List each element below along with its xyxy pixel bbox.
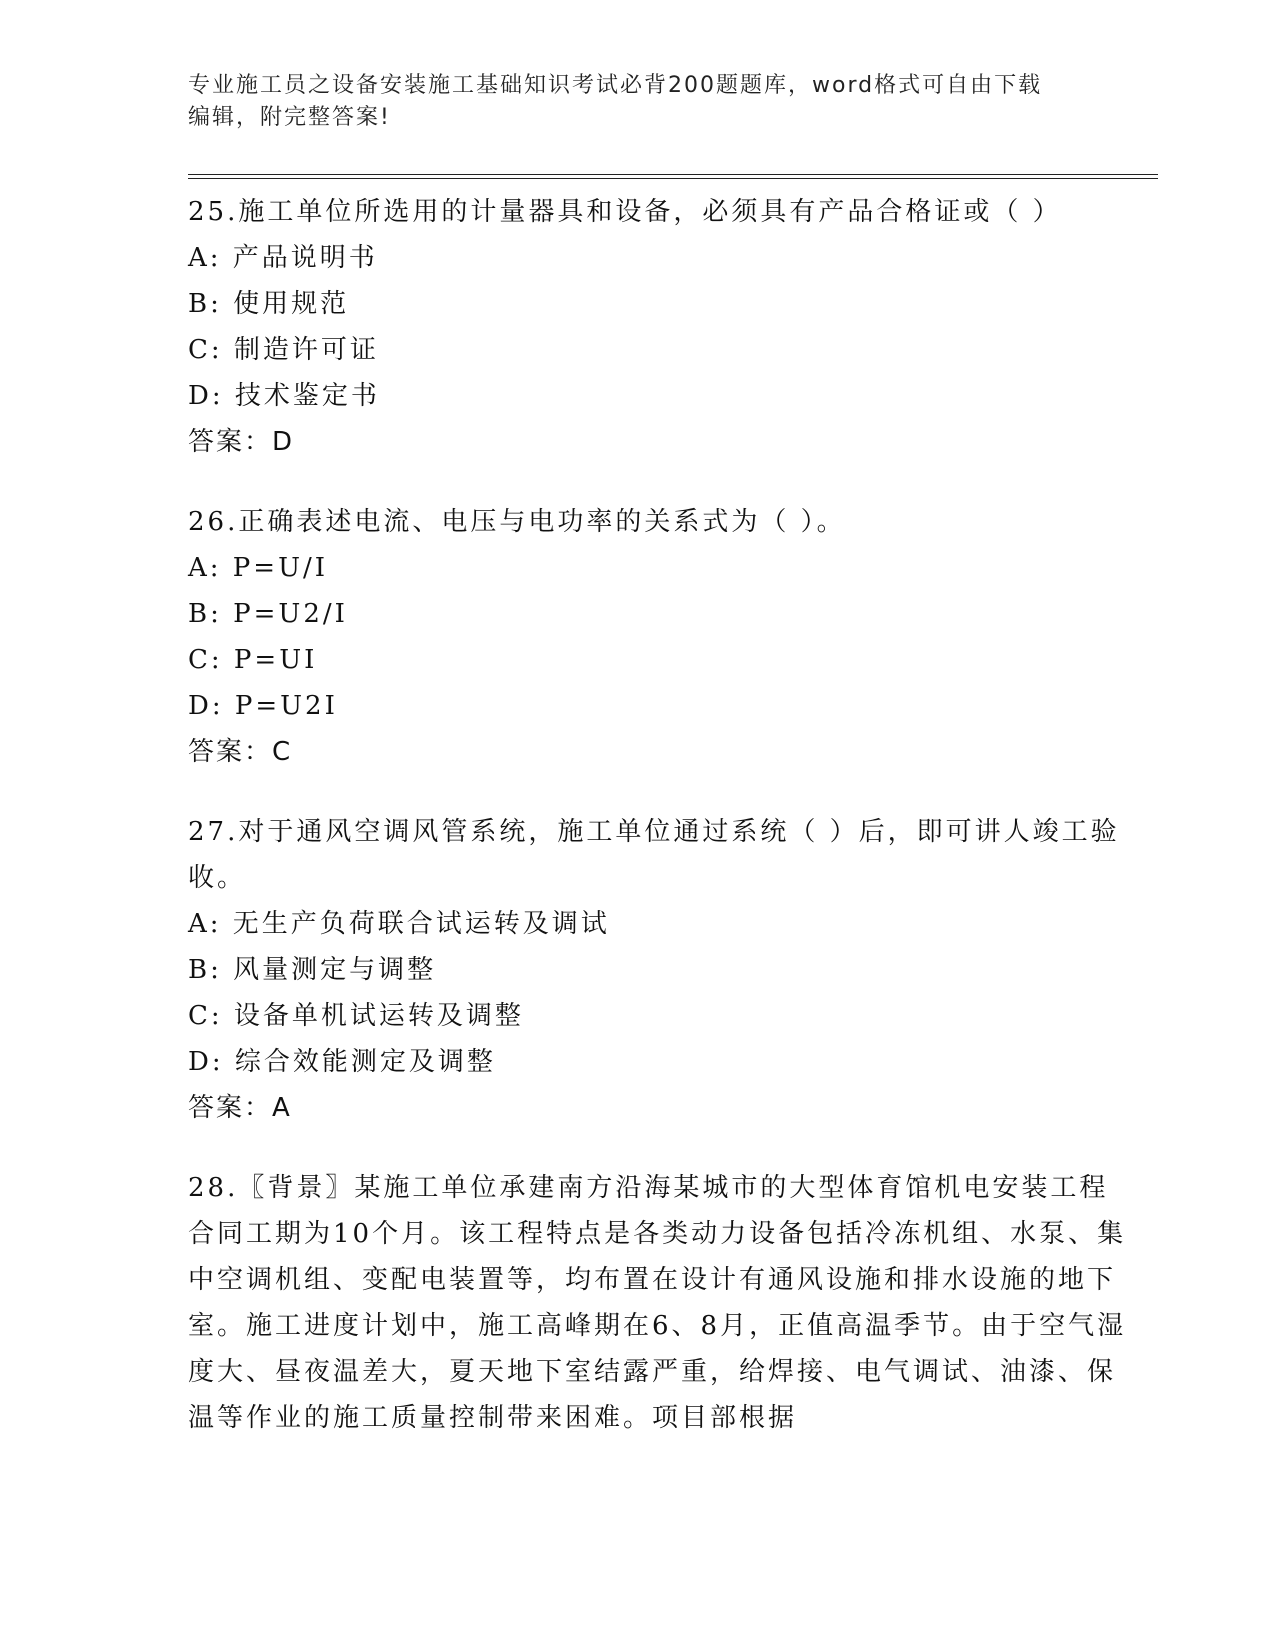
option-d: D: P=U2I <box>188 691 338 721</box>
question-28 <box>188 1165 1158 1441</box>
header-line-1: 专业施工员之设备安装施工基础知识考试必背200题题库，word格式可自由下载 <box>188 73 1043 98</box>
divider-line-top <box>188 174 1158 175</box>
option-a: A: 产品说明书 <box>188 243 378 273</box>
option-a: A: P=U/I <box>188 553 329 583</box>
question-27 <box>188 809 1158 1131</box>
option-c: C: 制造许可证 <box>188 335 379 365</box>
question-text: 27.对于通风空调风管系统，施工单位通过系统（ ）后，即可讲人竣工验收。 <box>188 817 1120 893</box>
header-divider <box>188 174 1158 179</box>
answer-line: 答案：D <box>188 427 295 457</box>
option-a: A: 无生产负荷联合试运转及调试 <box>188 909 610 939</box>
option-b: B: 风量测定与调整 <box>188 955 437 985</box>
answer-line: 答案：C <box>188 737 293 767</box>
option-c: C: 设备单机试运转及调整 <box>188 1001 524 1031</box>
document-header <box>188 70 1158 134</box>
question-text: 26.正确表述电流、电压与电功率的关系式为（ ）。 <box>188 507 846 537</box>
question-text: 28.〖背景〗某施工单位承建南方沿海某城市的大型体育馆机电安装工程合同工期为10个月。该工程特点是各类动力设备包括冷冻机组、水泵、集中空调机组、变配电装置等，均布置在设计有通风设施和排水设施的地下室。施工进度计划中，施工高峰期在6、8月，正值高温季节。由于空气湿度大、昼夜温差大，夏天地下室结露严重，给焊接、电气调试、油漆、保温等作业的施工质量控制带来困难。项目部根据 <box>188 1173 1127 1433</box>
option-b: B: 使用规范 <box>188 289 350 319</box>
option-d: D: 综合效能测定及调整 <box>188 1047 496 1077</box>
header-line-2: 编辑，附完整答案! <box>188 105 391 130</box>
document-page <box>188 70 1158 1475</box>
option-c: C: P=UI <box>188 645 318 675</box>
question-26 <box>188 499 1158 775</box>
answer-line: 答案：A <box>188 1093 292 1123</box>
question-25 <box>188 189 1158 465</box>
divider-line-bottom <box>188 178 1158 179</box>
question-text: 25.施工单位所选用的计量器具和设备，必须具有产品合格证或（ ） <box>188 197 1062 227</box>
option-d: D: 技术鉴定书 <box>188 381 380 411</box>
option-b: B: P=U2/I <box>188 599 348 629</box>
